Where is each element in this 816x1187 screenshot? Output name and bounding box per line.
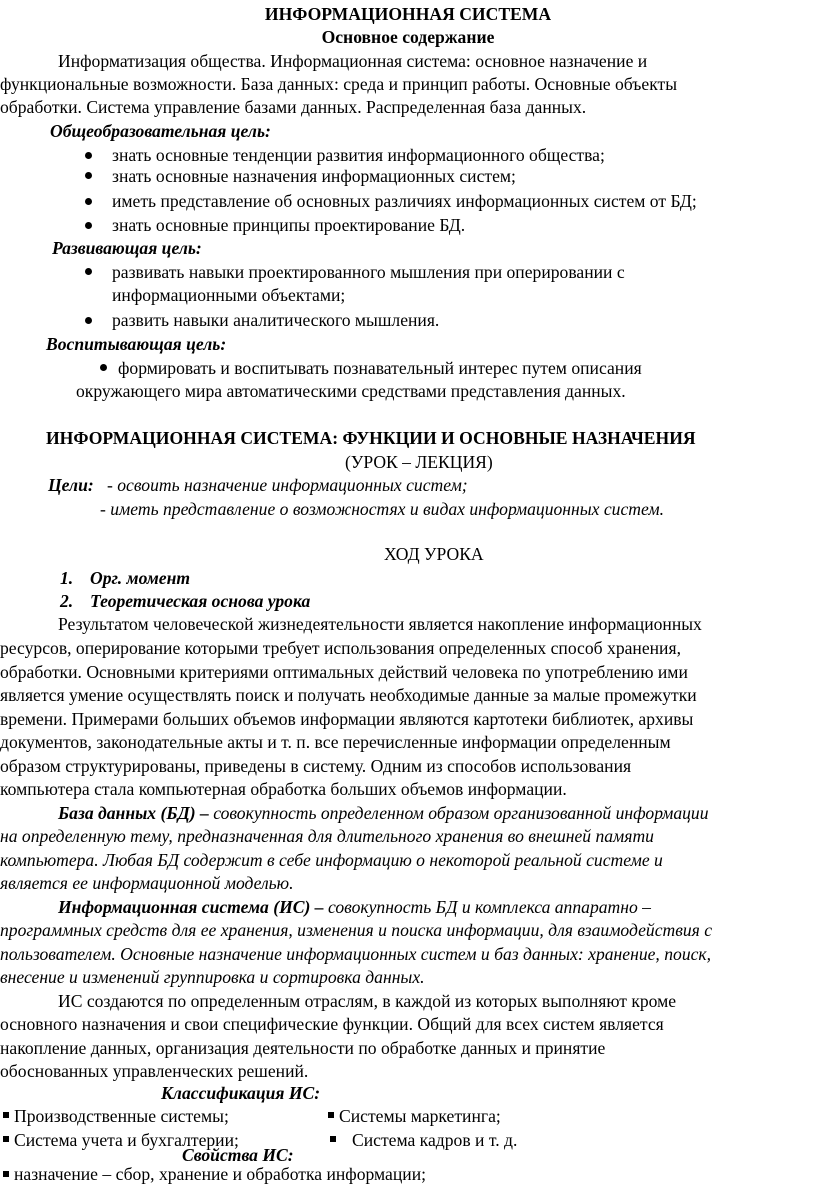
square-bullet-icon — [328, 1112, 334, 1118]
goal-item: иметь представление об основных различиях информационных систем от БД; — [112, 191, 697, 211]
step-number: 1. — [60, 568, 74, 588]
step-text: Теоретическая основа урока — [90, 591, 311, 611]
goal-item: знать основные принципы проектирование БД. — [112, 215, 466, 235]
step-number: 2. — [60, 591, 74, 611]
paragraph-line: ресурсов, оперирование которыми требует использования определенных способ хранения, — [0, 638, 681, 658]
is-definition-line: программных средств для ее хранения, изменения и поиска информации, для взаимодействия с — [0, 920, 713, 940]
db-definition-line: компьютера. Любая БД содержит в себе информацию о некоторой реальной системе и — [0, 850, 663, 870]
content-line: функциональные возможности. База данных: среда и принцип работы. Основные объекты — [0, 74, 678, 94]
paragraph-line: ИС создаются по определенным отраслям, в каждой из которых выполняют кроме — [58, 991, 677, 1011]
classification-label: Классификация ИС: — [161, 1083, 321, 1103]
lesson-type: (УРОК – ЛЕКЦИЯ) — [345, 452, 493, 472]
paragraph-line: обоснованных управленческих решений. — [0, 1061, 309, 1081]
content-line: Информатизация общества. Информационная система: основное назначение и — [58, 51, 648, 71]
paragraph-line: накопление данных, организация деятельности по обработке данных и принятие — [0, 1038, 606, 1058]
document-subtitle: Основное содержание — [321, 27, 495, 47]
classification-item: Системы маркетинга; — [339, 1106, 501, 1126]
goal-item-continued: информационными объектами; — [112, 285, 346, 305]
bullet-icon — [85, 172, 92, 179]
paragraph-line: обработки. Основными критериями оптимальных действий человека по употреблению ими — [0, 662, 688, 682]
property-item: назначение – сбор, хранение и обработка информации; — [14, 1164, 426, 1184]
goal-item: знать основные тенденции развития информационного общества; — [112, 145, 605, 165]
goal-item: знать основные назначения информационных систем; — [112, 166, 516, 186]
bullet-icon — [85, 222, 92, 229]
bullet-icon — [85, 268, 92, 275]
content-line: обработки. Система управление базами данных. Распределенная база данных. — [0, 97, 587, 117]
bullet-icon — [85, 152, 92, 159]
step-text: Орг. момент — [90, 568, 191, 588]
aims-label: Цели: — [48, 475, 94, 495]
db-definition-line: на определенную тему, предназначенная для длительного хранения во внешней памяти — [0, 826, 654, 846]
db-term: База данных (БД) – — [58, 803, 209, 823]
general-goal-label: Общеобразовательная цель: — [50, 121, 271, 141]
aim-item: - освоить назначение информационных систем; — [107, 475, 468, 495]
is-definition-line: пользователем. Основные назначение информационных систем и баз данных: хранение, поиск, — [0, 944, 712, 964]
properties-label: Свойства ИС: — [182, 1145, 294, 1165]
db-definition: совокупность определенном образом организованной информации — [208, 803, 709, 823]
paragraph-line: документов, законодательные акты и т. п. все перечисленные информации определенным — [0, 732, 671, 752]
goal-item: формировать и воспитывать познавательный интерес путем описания — [118, 358, 642, 378]
goal-item: развить навыки аналитического мышления. — [112, 310, 440, 330]
upbringing-goal-label: Воспитывающая цель: — [46, 334, 227, 354]
is-definition-line: внесение и изменений группировка и сортировка данных. — [0, 967, 425, 987]
course-title: ХОД УРОКА — [384, 544, 484, 564]
square-bullet-icon — [330, 1136, 336, 1142]
goal-item: развивать навыки проектированного мышления при оперировании с — [112, 262, 625, 282]
aim-item: - иметь представление о возможностях и видах информационных систем. — [100, 499, 664, 519]
classification-item: Система кадров и т. д. — [352, 1130, 518, 1150]
is-term: Информационная система (ИС) – — [58, 897, 324, 917]
paragraph-line: компьютера стала компьютерная обработка больших объемов информации. — [0, 779, 567, 799]
goal-item-continued: окружающего мира автоматическими средствами представления данных. — [76, 381, 626, 401]
developing-goal-label: Развивающая цель: — [52, 238, 202, 258]
bullet-icon — [85, 317, 92, 324]
paragraph-line: времени. Примерами больших объемов информации являются картотеки библиотек, архивы — [0, 709, 694, 729]
bullet-icon — [85, 198, 92, 205]
document-title: ИНФОРМАЦИОННАЯ СИСТЕМА — [264, 4, 552, 24]
paragraph-line: Результатом человеческой жизнедеятельности является накопление информационных — [58, 614, 702, 634]
db-definition-line — [58, 802, 709, 826]
is-definition-line — [58, 896, 651, 920]
paragraph-line: является умение осуществлять поиск и получать необходимые данные за малые промежутки — [0, 685, 697, 705]
square-bullet-icon — [3, 1136, 9, 1142]
classification-item: Производственные системы; — [14, 1106, 229, 1126]
is-definition: совокупность БД и комплекса аппаратно – — [323, 897, 651, 917]
lesson-title: ИНФОРМАЦИОННАЯ СИСТЕМА: ФУНКЦИИ И ОСНОВНЫЕ НАЗНАЧЕНИЯ — [46, 428, 696, 448]
classification-item: Система учета и бухгалтерии; — [14, 1130, 239, 1150]
bullet-icon — [100, 364, 107, 371]
square-bullet-icon — [3, 1112, 9, 1118]
square-bullet-icon — [3, 1171, 9, 1177]
paragraph-line: основного назначения и свои специфические функции. Общий для всех систем является — [0, 1014, 664, 1034]
paragraph-line: образом структурированы, приведены в систему. Одним из способов использования — [0, 756, 632, 776]
db-definition-line: является ее информационной моделью. — [0, 873, 294, 893]
